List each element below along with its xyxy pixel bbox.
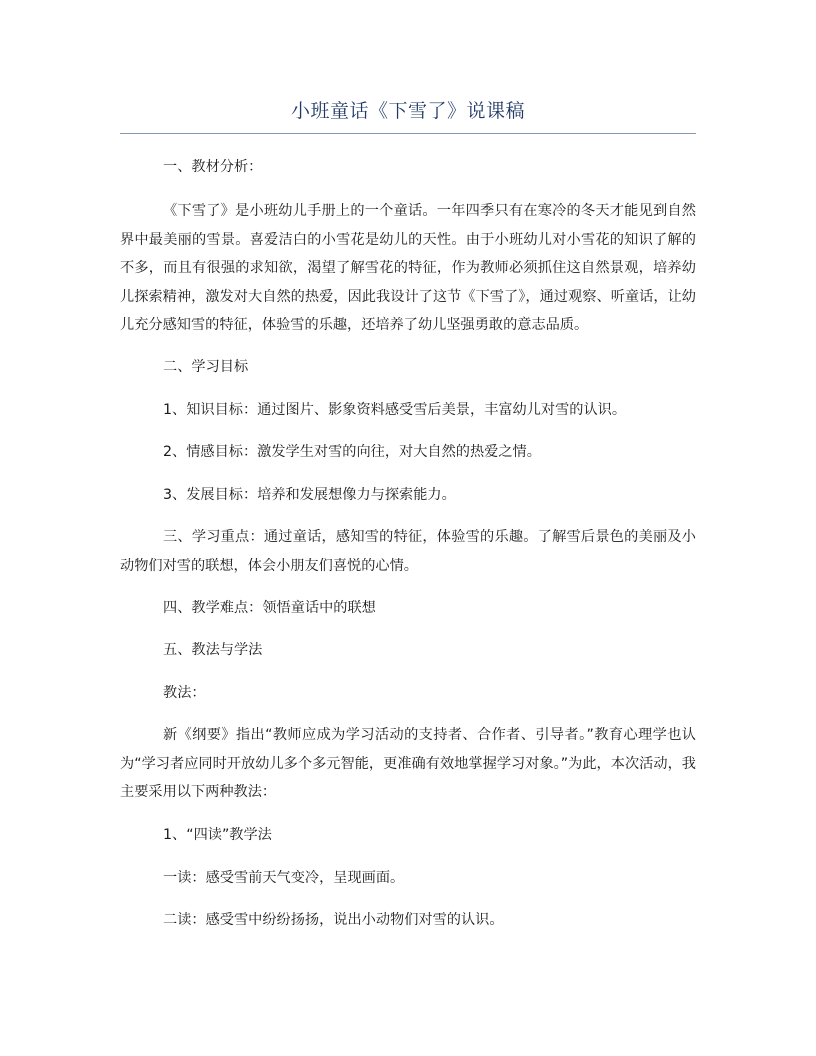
section-heading-teaching-difficulty: 四、教学难点：领悟童话中的联想 bbox=[163, 600, 376, 616]
title-underline bbox=[120, 133, 696, 134]
section-heading-textbook-analysis: 一、教材分析： bbox=[163, 159, 263, 175]
document-page bbox=[120, 0, 696, 1056]
list-item-knowledge-goal: 1、知识目标：通过图片、影象资料感受雪后美景，丰富幼儿对雪的认识。 bbox=[163, 402, 627, 418]
list-item-first-reading: 一读：感受雪前天气变冷，呈现画面。 bbox=[163, 870, 405, 886]
list-item-second-reading: 二读：感受雪中纷纷扬扬，说出小动物们对雪的认识。 bbox=[163, 912, 504, 928]
list-item-emotion-goal: 2、情感目标：激发学生对雪的向往，对大自然的热爱之情。 bbox=[163, 444, 541, 460]
subheading-teaching-method: 教法： bbox=[163, 685, 206, 701]
document-title: 小班童话《下雪了》说课稿 bbox=[290, 100, 525, 122]
paragraph-textbook-analysis: 《下雪了》是小班幼儿手册上的一个童话。一年四季只有在寒冷的冬天才能见到自然界中最美丽的雪景。喜爱洁白的小雪花是幼儿的天性。由于小班幼儿对小雪花的知识了解的不多，而且有很强的求知欲，渴望了解雪花的特征，作为教师必须抓住这自然景观，培养幼儿探索精神，激发对大自然的热爱，因此我设计了这节《下雪了》，通过观察、听童话，让幼儿充分感知雪的特征，体验雪的乐趣，还培养了幼儿坚强勇敢的意志品质。 bbox=[120, 203, 696, 333]
section-heading-learning-goals: 二、学习目标 bbox=[163, 359, 249, 375]
section-heading-methods: 五、教法与学法 bbox=[163, 642, 263, 658]
list-item-development-goal: 3、发展目标：培养和发展想像力与探索能力。 bbox=[163, 487, 456, 503]
list-item-four-readings: 1、“四读”教学法 bbox=[163, 827, 272, 843]
paragraph-learning-focus: 三、学习重点：通过童话，感知雪的特征，体验雪的乐趣。了解雪后景色的美丽及小动物们对雪的联想，体会小朋友们喜悦的心情。 bbox=[120, 529, 696, 574]
paragraph-guidelines: 新《纲要》指出“教师应成为学习活动的支持者、合作者、引导者。”教育心理学也认为“学习者应同时开放幼儿多个多元智能，更准确有效地掌握学习对象。”为此，本次活动，我主要采用以下两种教法： bbox=[120, 727, 696, 800]
